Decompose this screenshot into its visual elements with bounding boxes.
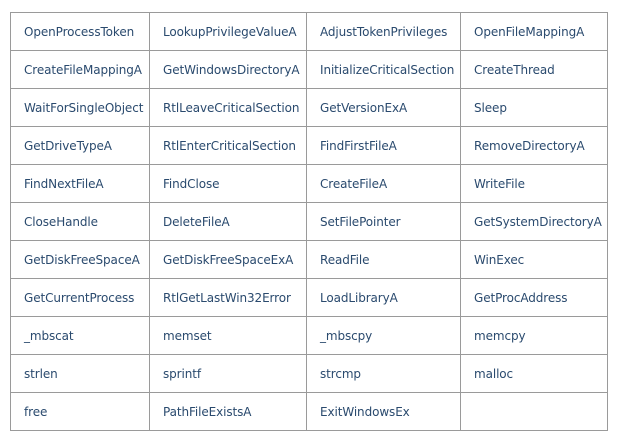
table-cell: sprintf	[150, 355, 307, 393]
table-cell: GetCurrentProcess	[11, 279, 150, 317]
table-cell: DeleteFileA	[150, 203, 307, 241]
api-function-table	[10, 12, 608, 431]
table-cell: OpenFileMappingA	[461, 13, 608, 51]
table-cell: GetDiskFreeSpaceA	[11, 241, 150, 279]
table-row	[11, 393, 608, 431]
table-cell: RemoveDirectoryA	[461, 127, 608, 165]
table-cell: GetProcAddress	[461, 279, 608, 317]
table-cell: GetDriveTypeA	[11, 127, 150, 165]
table-cell: ReadFile	[307, 241, 461, 279]
table-cell: FindFirstFileA	[307, 127, 461, 165]
table-row	[11, 317, 608, 355]
table-cell: memset	[150, 317, 307, 355]
table-cell: strlen	[11, 355, 150, 393]
table-row	[11, 51, 608, 89]
table-cell: LookupPrivilegeValueA	[150, 13, 307, 51]
table-cell: CloseHandle	[11, 203, 150, 241]
table-row	[11, 355, 608, 393]
table-cell: _mbscat	[11, 317, 150, 355]
empty-table-cell	[461, 393, 608, 431]
table-row	[11, 89, 608, 127]
table-cell: InitializeCriticalSection	[307, 51, 461, 89]
table-cell: Sleep	[461, 89, 608, 127]
api-table-body	[11, 13, 608, 431]
table-cell: CreateFileA	[307, 165, 461, 203]
table-cell: ExitWindowsEx	[307, 393, 461, 431]
table-cell: memcpy	[461, 317, 608, 355]
table-cell: GetWindowsDirectoryA	[150, 51, 307, 89]
table-cell: CreateFileMappingA	[11, 51, 150, 89]
table-row	[11, 127, 608, 165]
table-cell: GetDiskFreeSpaceExA	[150, 241, 307, 279]
table-cell: GetVersionExA	[307, 89, 461, 127]
table-cell: LoadLibraryA	[307, 279, 461, 317]
table-cell: FindClose	[150, 165, 307, 203]
table-cell: SetFilePointer	[307, 203, 461, 241]
table-cell: WinExec	[461, 241, 608, 279]
table-cell: malloc	[461, 355, 608, 393]
table-cell: AdjustTokenPrivileges	[307, 13, 461, 51]
table-cell: GetSystemDirectoryA	[461, 203, 608, 241]
table-cell: RtlLeaveCriticalSection	[150, 89, 307, 127]
table-cell: RtlEnterCriticalSection	[150, 127, 307, 165]
table-cell: free	[11, 393, 150, 431]
table-cell: PathFileExistsA	[150, 393, 307, 431]
table-row	[11, 279, 608, 317]
table-cell: _mbscpy	[307, 317, 461, 355]
table-cell: strcmp	[307, 355, 461, 393]
table-row	[11, 203, 608, 241]
table-row	[11, 165, 608, 203]
table-cell: WriteFile	[461, 165, 608, 203]
table-row	[11, 13, 608, 51]
table-row	[11, 241, 608, 279]
table-cell: WaitForSingleObject	[11, 89, 150, 127]
table-cell: FindNextFileA	[11, 165, 150, 203]
table-cell: RtlGetLastWin32Error	[150, 279, 307, 317]
table-cell: OpenProcessToken	[11, 13, 150, 51]
table-cell: CreateThread	[461, 51, 608, 89]
